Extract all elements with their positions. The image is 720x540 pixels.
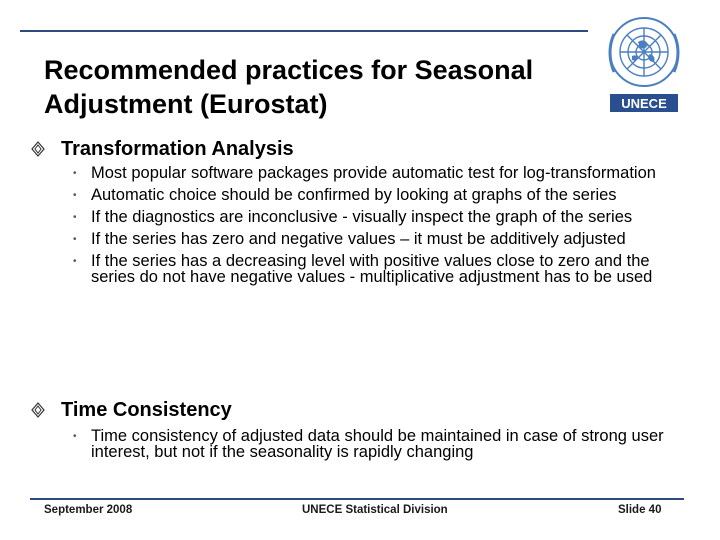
diamond-bullet-icon [30,402,46,418]
bullet-dot-icon: • [73,256,77,267]
bullet-text: If the series has zero and negative values – it must be additively adjusted [91,230,626,248]
bullet-dot-icon: • [73,212,77,223]
bullet-text: If the diagnostics are inconclusive - visually inspect the graph of the series [91,208,633,226]
bullet-list [30,428,710,460]
section-heading: Time Consistency [61,399,232,421]
bullet-text: Most popular software packages provide automatic test for log-transformation [91,164,656,182]
slide-title: Recommended practices for Seasonal Adjustment (Eurostat) [44,55,534,119]
footer-date: September 2008 [44,504,133,516]
list-item [30,231,696,247]
footer-rule [30,498,684,500]
section-transformation-analysis [30,137,710,291]
diamond-bullet-icon [30,141,46,157]
un-emblem-icon [600,14,688,114]
bullet-dot-icon: • [73,168,77,179]
footer-slide-number: Slide 40 [618,504,662,516]
bullet-dot-icon: • [73,431,77,442]
section-heading-row [30,398,710,424]
unece-logo [600,14,688,114]
top-rule [20,30,588,32]
list-item [30,165,696,181]
bullet-dot-icon: • [73,190,77,201]
logo-text: UNECE [621,96,667,111]
list-item [30,253,696,285]
list-item [30,428,696,460]
bullet-list [30,165,710,285]
bullet-dot-icon: • [73,234,77,245]
list-item [30,209,696,225]
list-item [30,187,696,203]
bullet-text: Automatic choice should be confirmed by looking at graphs of the series [91,186,617,204]
section-heading-row [30,137,710,163]
section-heading: Transformation Analysis [61,138,294,160]
bullet-text: If the series has a decreasing level with positive values close to zero and the series do not have negative values - multiplicative adjustment has to be used [91,252,653,286]
footer-org: UNECE Statistical Division [302,504,448,516]
section-time-consistency [30,398,710,466]
bullet-text: Time consistency of adjusted data should be maintained in case of strong user interest, but not if the seasonality is rapidly changing [91,427,664,461]
